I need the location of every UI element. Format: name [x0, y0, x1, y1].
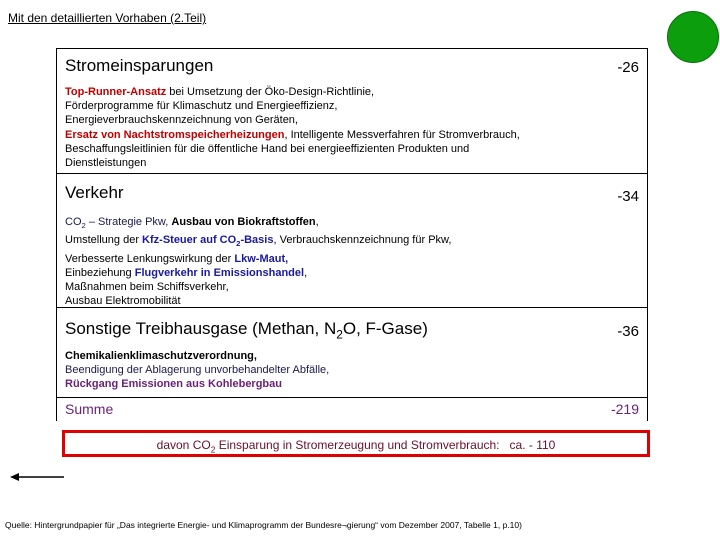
body-line [65, 363, 329, 377]
source-note: Quelle: Hintergrundpapier für „Das integrierte Energie- und Klimaprogramm der Bundesre¬gierung“ vom Dezember 2007, Tabelle 1, p.10) [5, 520, 522, 530]
body-line [65, 113, 520, 127]
section-divider [57, 307, 647, 308]
text-segment: , Intelligente Messverfahren für Stromverbrauch, [284, 128, 520, 141]
section-title-sonstige [65, 319, 428, 341]
text-segment: Verbesserte Lenkungswirkung der [65, 252, 235, 265]
section-value-sonstige: -36 [617, 323, 639, 340]
body-line [65, 85, 520, 99]
text-segment: Energieverbrauchskennzeichnung von Geräten, [65, 114, 298, 127]
summe-value: -219 [610, 401, 639, 417]
text-segment: Ersatz von Nachtstromspeicherheizungen [65, 128, 285, 141]
text-segment: Einbeziehung [65, 266, 135, 279]
co2-savings-value: ca. - 110 [509, 438, 556, 452]
text-segment: Flugverkehr in Emissionshandel [134, 266, 305, 279]
section-body-strom [65, 85, 520, 170]
body-line [65, 156, 520, 170]
text-segment: $CO_2$ – Strategie Pkw, [65, 216, 172, 231]
text-segment: Dienstleistungen [65, 157, 147, 170]
text-segment: Ausbau Elektromobilität [65, 295, 181, 308]
green-circle-icon [667, 11, 719, 63]
co2-savings-box [62, 430, 650, 457]
text-segment: Ausbau von Biokraftstoffen [171, 216, 316, 228]
section-body-verkehr [65, 215, 451, 309]
body-line [65, 233, 451, 251]
co2-savings-label: davon $CO_2$ Einsparung in Stromerzeugung und Stromverbrauch: [156, 438, 500, 455]
co2-savings-text [65, 438, 647, 454]
text-segment: , [304, 266, 308, 279]
summe-label: Summe [65, 401, 114, 417]
body-line [65, 377, 329, 391]
section-divider [57, 397, 647, 398]
sonstige-title-text: Sonstige Treibhausgase (Methan, $N_2O$, F-Gase) [65, 319, 428, 342]
text-segment: Rückgang Emissionen aus Kohlebergbau [65, 378, 282, 391]
text-segment: Förderprogramme für Klimaschutz und Energieeffizienz, [65, 100, 338, 113]
text-segment: Maßnahmen beim Schiffsverkehr, [65, 281, 229, 294]
section-divider [57, 173, 647, 174]
text-segment: Beendigung der Ablagerung unvorbehandelter Abfälle, [65, 364, 330, 377]
text-segment: , Verbrauchskennzeichnung für Pkw, [273, 234, 452, 247]
text-segment: Kfz-Steuer auf $CO_2$-Basis [142, 234, 274, 249]
body-line [65, 266, 451, 280]
measures-table [56, 48, 648, 421]
text-segment: Chemikalienklimaschutzverordnung, [65, 350, 257, 362]
body-line [65, 99, 520, 113]
section-value-strom: -26 [617, 59, 639, 76]
section-title-verkehr: Verkehr [65, 183, 124, 202]
text-segment: Umstellung der [65, 234, 143, 247]
section-title-strom: Stromeinsparungen [65, 56, 214, 75]
body-line [65, 349, 329, 363]
text-segment: , [315, 216, 319, 228]
body-line [65, 280, 451, 294]
body-line [65, 142, 520, 156]
back-arrow-icon[interactable] [10, 470, 66, 484]
section-body-sonstige [65, 349, 329, 392]
page-title: Mit den detaillierten Vorhaben (2.Teil) [8, 11, 207, 25]
section-value-verkehr: -34 [617, 188, 639, 205]
text-segment: Lkw-Maut, [234, 252, 289, 265]
text-segment: bei Umsetzung der Öko-Design-Richtlinie, [166, 86, 375, 98]
text-segment: Top-Runner-Ansatz [65, 86, 167, 98]
body-line [65, 128, 520, 142]
body-line [65, 215, 451, 233]
body-line [65, 252, 451, 266]
text-segment: Beschaffungsleitlinien für die öffentliche Hand bei energieeffizienten Produkten und [65, 142, 470, 155]
